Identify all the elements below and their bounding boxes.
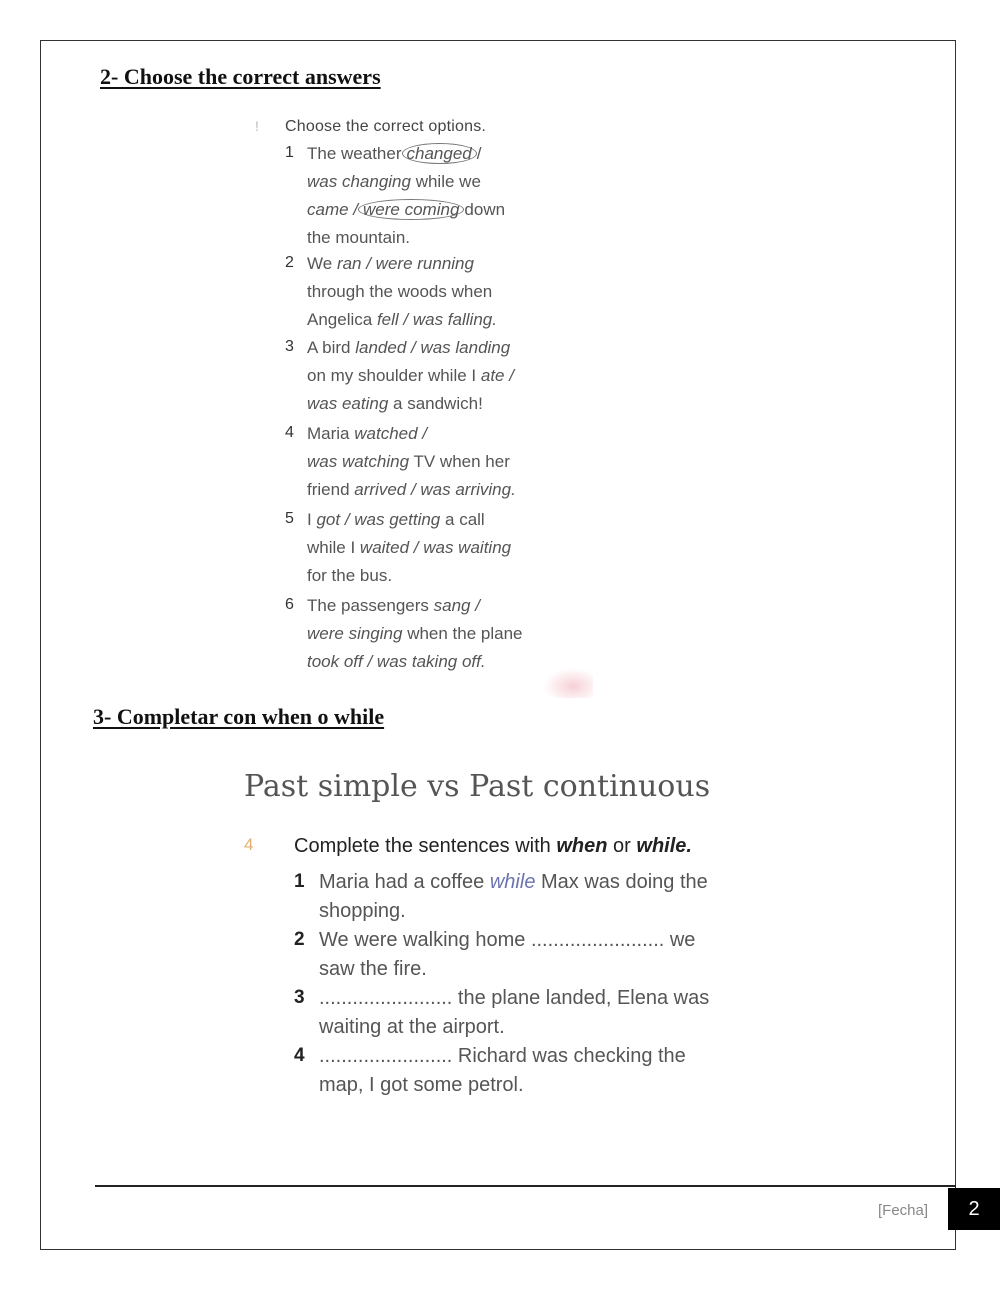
footer-date: [Fecha] — [878, 1202, 929, 1219]
item-number: 5 — [285, 510, 294, 527]
item-number: 3 — [285, 338, 294, 355]
exercise-number: 4 — [244, 835, 254, 854]
circled-answer: changed — [402, 143, 477, 164]
exercise-3-scan: Past simple vs Past continuous 4 Complete the sentences with when or while. 1 Maria had a coffee while Max was doing the shopping. 2 We were walking home ........................ we saw the fire. 3 ........................ the plane landed, Elena was waiting at the airport. 4 ........................ Richard was checking the map, I got some petrol. — [244, 769, 711, 1096]
exercise-mark: ! — [255, 118, 259, 134]
circled-answer: were coming — [358, 199, 464, 220]
item-number: 3 — [294, 987, 305, 1008]
footer-rule — [95, 1185, 956, 1187]
item-number: 1 — [294, 871, 305, 892]
item-number: 2 — [294, 929, 305, 950]
exercise-2-title: Choose the correct options. — [285, 118, 487, 135]
exercise-2-scan: ! Choose the correct options. 1 The weather changed / was changing while we came / were coming down the mountain. 2 We ran / were running through the woods when Angelica fell / was falling. 3 A bird landed / was landing on my shoulder while I ate / was eating a sandwich! 4 Maria watched / was watching TV when her friend arrived / was arriving. 5 I got / was getting a call while I waited / was waiting for the bus. 6 The passengers sang / were singing when the plane took off / was taking off. — [255, 116, 595, 698]
exercise-3-instruction: Complete the sentences with when or while. — [294, 835, 692, 857]
item-number: 2 — [285, 254, 294, 271]
section-3-heading: 3- Completar con when o while — [93, 704, 385, 729]
item-number: 1 — [285, 144, 294, 161]
exercise-3-title: Past simple vs Past continuous — [244, 769, 711, 804]
page-number: 2 — [948, 1188, 1000, 1230]
item-number: 4 — [294, 1045, 305, 1066]
section-2-heading: 2- Choose the correct answers — [100, 64, 381, 89]
item-number: 4 — [285, 424, 294, 441]
item-number: 6 — [285, 596, 294, 613]
scan-smudge — [543, 668, 593, 698]
